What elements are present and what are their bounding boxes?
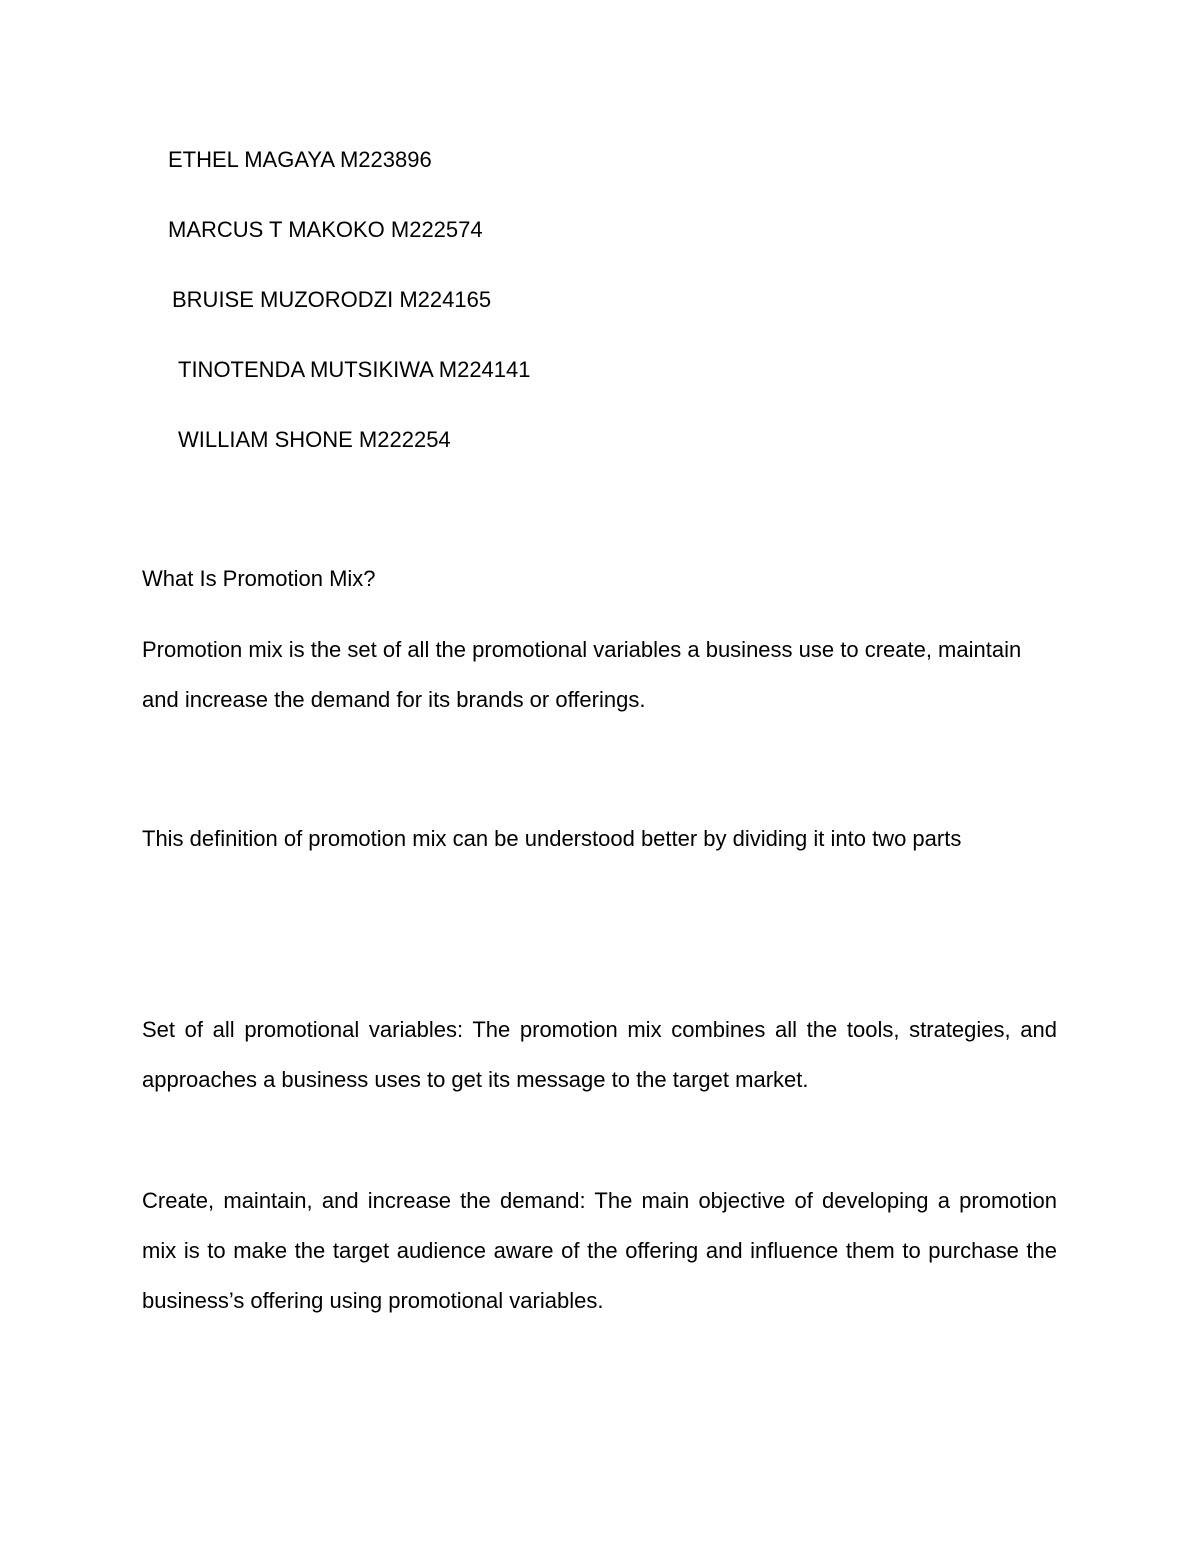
demand-paragraph: Create, maintain, and increase the demand: The main objective of developing a promotion mix is to make the target audience aware of the offering and influence them to purchase the business’s offering using promotional variables. bbox=[142, 1188, 1057, 1313]
definition-paragraph: Promotion mix is the set of all the promotional variables a business use to create, maintain and increase the demand for its brands or offerings. bbox=[142, 637, 1022, 712]
author-line: BRUISE MUZORODZI M224165 bbox=[172, 287, 492, 312]
explanation-paragraph: This definition of promotion mix can be understood better by dividing it into two parts bbox=[142, 826, 962, 851]
author-line: MARCUS T MAKOKO M222574 bbox=[168, 217, 483, 242]
variables-paragraph: Set of all promotional variables: The promotion mix combines all the tools, strategies, and approaches a business uses to get its message to the target market. bbox=[142, 1017, 1057, 1092]
author-line: TINOTENDA MUTSIKIWA M224141 bbox=[178, 357, 531, 382]
author-line: WILLIAM SHONE M222254 bbox=[178, 427, 451, 452]
author-line: ETHEL MAGAYA M223896 bbox=[168, 147, 432, 172]
section-heading: What Is Promotion Mix? bbox=[142, 566, 376, 591]
